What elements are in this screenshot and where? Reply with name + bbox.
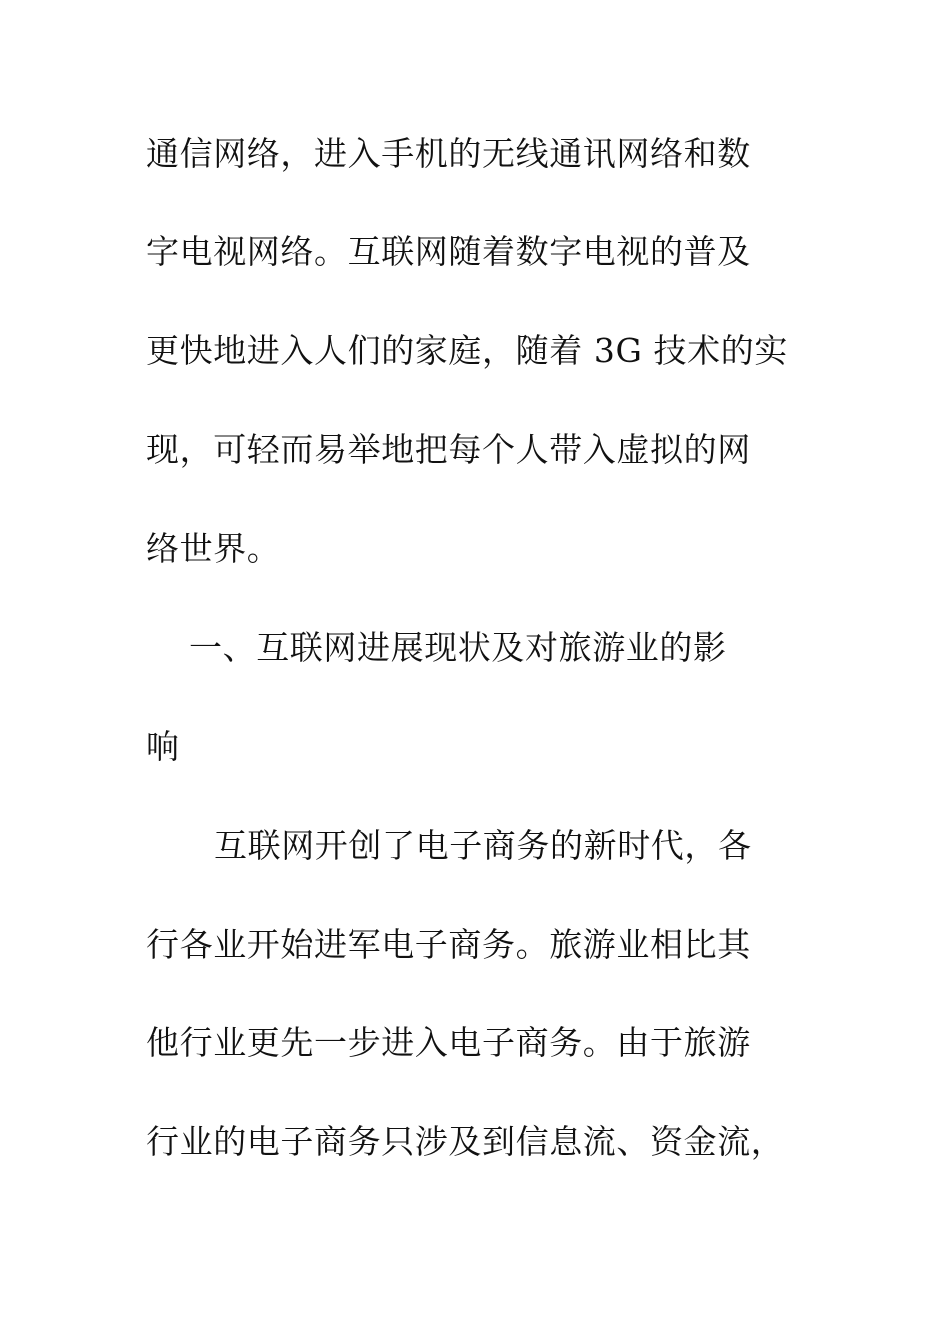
paragraph-1-line-2: 字电视网络。互联网随着数字电视的普及 [146,232,751,271]
paragraph-1-line-1: 通信网络，进入手机的无线通讯网络和数 [146,134,751,173]
paragraph-2-line-3: 他行业更先一步进入电子商务。由于旅游 [146,1023,751,1062]
paragraph-1-line-5: 络世界。 [146,529,281,568]
paragraph-2-line-4: 行业的电子商务只涉及到信息流、资金流， [146,1122,785,1161]
section-heading-line-2: 响 [146,727,180,766]
paragraph-2-line-1: 互联网开创了电子商务的新时代，各 [214,826,752,865]
paragraph-2-line-2: 行各业开始进军电子商务。旅游业相比其 [146,925,751,964]
section-heading-line-1: 一、互联网进展现状及对旅游业的影 [189,628,727,667]
paragraph-1-line-4: 现，可轻而易举地把每个人带入虚拟的网 [146,430,751,469]
paragraph-1-line-3: 更快地进入人们的家庭，随着 3G 技术的实 [146,331,788,370]
